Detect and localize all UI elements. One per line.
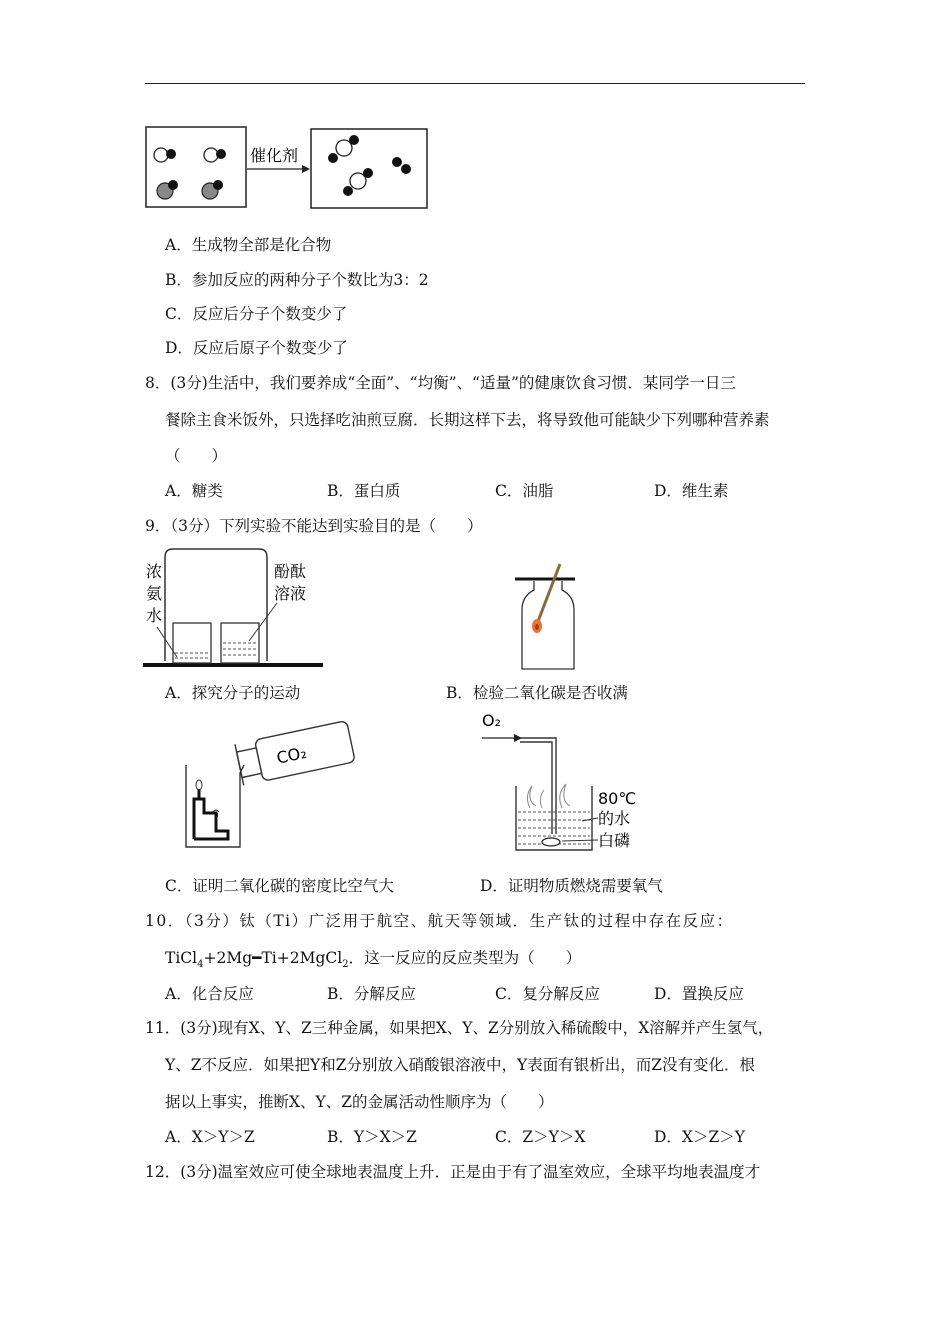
fig-9a-molecule-motion (143, 545, 325, 673)
q11-option-c: C．Z＞Y＞X (495, 1128, 586, 1146)
catalyst-label: 催化剂 (250, 146, 299, 165)
header-rule (145, 83, 805, 84)
fig-9d-phosphorus-label: 白磷 (598, 831, 631, 850)
q10-eq-part-b: +2Mg━Ti+2MgCl (203, 949, 343, 967)
fig-9c-co2-density (180, 713, 350, 853)
q12-stem-line1: 12．(3分)温室效应可使全球地表温度上升．正是由于有了温室效应，全球平均地表温度才 (145, 1163, 761, 1181)
fig-9a-label-left-2: 氨 (146, 584, 163, 603)
q8-option-a: A．糖类 (165, 482, 223, 500)
q7-option-a: A．生成物全部是化合物 (165, 236, 332, 254)
q9-option-d: D．证明物质燃烧需要氧气 (480, 877, 663, 895)
fig-9d-temp-label: 80℃ (598, 789, 637, 808)
q8-option-b: B．蛋白质 (327, 482, 401, 500)
q8-stem-line3: （ ） (165, 447, 228, 465)
q10-eq-sub-b: 2 (342, 959, 349, 971)
q11-option-d: D．X＞Z＞Y (654, 1128, 745, 1146)
q10-option-c: C．复分解反应 (495, 985, 600, 1003)
q11-stem-line1: 11．(3分)现有X、Y、Z三种金属，如果把X、Y、Z分别放入稀硫酸中，X溶解并产生氢气， (145, 1019, 774, 1037)
q10-eq-sub-a: 4 (197, 959, 204, 971)
q9-option-c: C．证明二氧化碳的密度比空气大 (165, 877, 394, 895)
q10-equation-line (165, 948, 582, 971)
q7-option-c: C．反应后分子个数变少了 (165, 305, 348, 323)
q9-option-b: B．检验二氧化碳是否收满 (446, 684, 628, 702)
fig-9c-co2-label: CO₂ (274, 742, 309, 768)
reaction-diagram (144, 125, 434, 211)
fig-9a-label-right-2: 溶液 (274, 584, 307, 603)
fig-9a-label-right-1: 酚酞 (274, 562, 307, 581)
q9-option-a: A．探究分子的运动 (165, 684, 301, 702)
q9-stem: 9．（3分）下列实验不能达到实验目的是（ ） (145, 517, 483, 535)
q10-stem-line1: 10．（3分）钛（Ti）广泛用于航空、航天等领域．生产钛的过程中存在反应： (145, 912, 734, 930)
q11-stem-line3: 据以上事实，推断X、Y、Z的金属活动性顺序为（ ） (165, 1093, 554, 1111)
q10-eq-part-c: ．这一反应的反应类型为（ ） (348, 949, 582, 967)
q7-option-d: D．反应后原子个数变少了 (165, 339, 348, 357)
q10-eq-part-a: TiCl (165, 949, 198, 967)
fig-9d-water-label: 的水 (598, 809, 631, 828)
q8-stem-line1: 8．(3分)生活中，我们要养成“全面”、“均衡”、“适量”的健康饮食习惯．某同学一日三 (145, 374, 736, 392)
q8-option-c: C．油脂 (495, 482, 554, 500)
q8-stem-line2: 餐除主食米饭外，只选择吃油煎豆腐．长期这样下去，将导致他可能缺少下列哪种营养素 (165, 411, 770, 429)
q10-option-b: B．分解反应 (327, 985, 416, 1003)
q11-option-a: A．X＞Y＞Z (165, 1128, 255, 1146)
fig-9b-co2-full-check (510, 560, 600, 672)
q10-option-a: A．化合反应 (165, 985, 254, 1003)
q8-option-d: D．维生素 (654, 482, 729, 500)
fig-9a-label-left-1: 浓 (146, 562, 163, 581)
fig-9d-o2-label: O₂ (482, 711, 502, 730)
q7-option-b: B．参加反应的两种分子个数比为3：2 (165, 271, 429, 289)
q11-stem-line2: Y、Z不反应．如果把Y和Z分别放入硝酸银溶液中，Y表面有银析出，而Z没有变化．根 (165, 1056, 756, 1074)
fig-9d-combustion-oxygen (478, 708, 648, 858)
q10-option-d: D．置换反应 (654, 985, 744, 1003)
fig-9a-label-left-3: 水 (146, 606, 163, 625)
q11-option-b: B．Y＞X＞Z (327, 1128, 417, 1146)
